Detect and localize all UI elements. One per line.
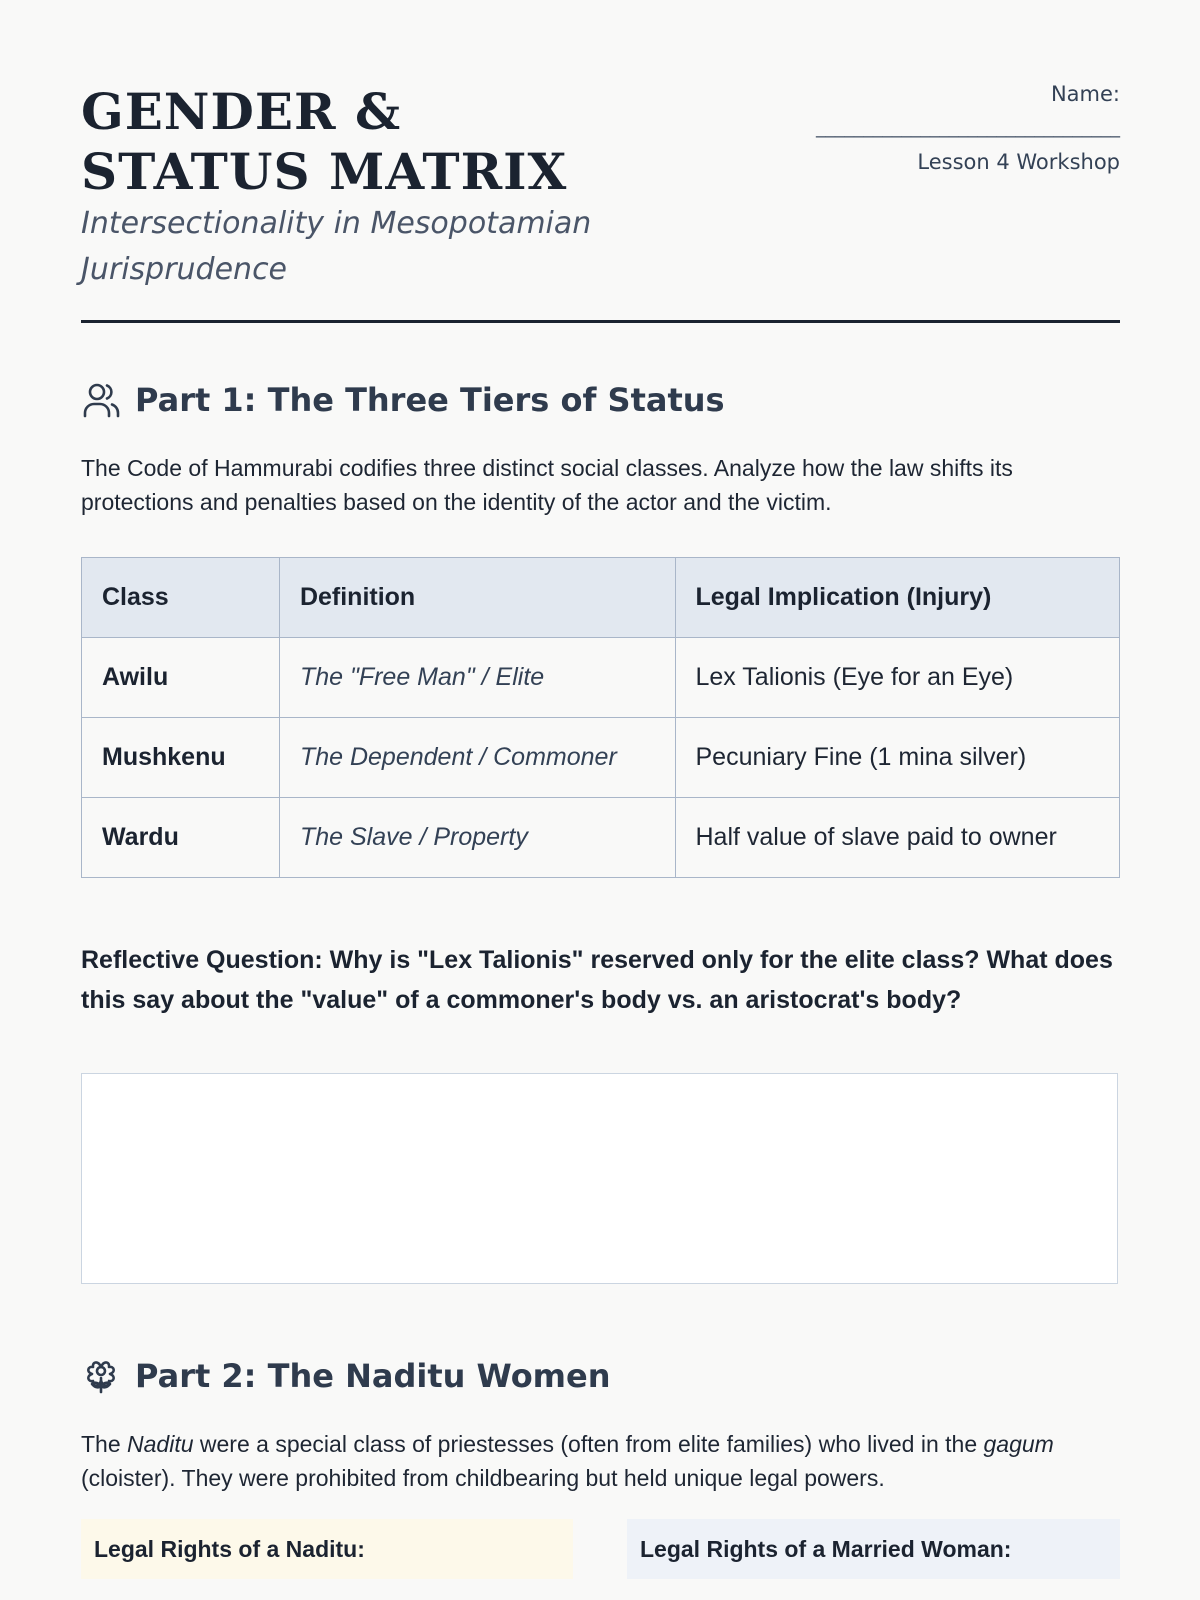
student-meta [816, 80, 1120, 176]
intro-text: were a special class of priestesses (often from elite families) who lived in the [193, 1431, 984, 1457]
class-cell: Awilu [82, 638, 280, 718]
intro-text: The [81, 1431, 128, 1457]
implication-cell: Half value of slave paid to owner [675, 798, 1120, 878]
class-cell: Mushkenu [82, 718, 280, 798]
definition-cell: The Dependent / Commoner [279, 718, 675, 798]
name-field-line[interactable]: ________________________________ [816, 116, 1120, 138]
table-row [82, 718, 1120, 798]
column-header-class: Class [82, 558, 280, 638]
class-cell: Wardu [82, 798, 280, 878]
page-subtitle: Intersectionality in Mesopotamian Jurisprudence [81, 206, 592, 287]
answer-box[interactable] [81, 1073, 1118, 1284]
definition-cell: The Slave / Property [279, 798, 675, 878]
part1-title: Part 1: The Three Tiers of Status [135, 381, 725, 419]
table-row [82, 798, 1120, 878]
worksheet-header [81, 0, 1120, 330]
part1-intro: The Code of Hammurabi codifies three distinct social classes. Analyze how the law shifts its protections and penalties based on the identity of the actor and the victim. [81, 455, 1013, 515]
users-icon [81, 380, 121, 420]
gagum-term: gagum [983, 1431, 1054, 1457]
name-label: Name: [1050, 82, 1120, 106]
implication-cell: Lex Talionis (Eye for an Eye) [675, 638, 1120, 718]
naditu-term: Naditu [127, 1431, 194, 1457]
column-header-definition: Definition [279, 558, 675, 638]
part2-title: Part 2: The Naditu Women [135, 1357, 611, 1395]
worksheet-page [81, 0, 1120, 1562]
table-header-row [82, 558, 1120, 638]
flower-icon [81, 1356, 121, 1396]
reflective-question: Reflective Question: Why is "Lex Talionis" reserved only for the elite class? What does this say about the "value" of a commoner's body vs. an aristocrat's body? [81, 946, 1113, 1014]
implication-cell: Pecuniary Fine (1 mina silver) [675, 718, 1120, 798]
naditu-rights-heading: Legal Rights of a Naditu: [81, 1519, 573, 1579]
column-header-implication: Legal Implication (Injury) [675, 558, 1120, 638]
part2-intro [81, 1427, 1120, 1495]
status-table [81, 557, 1120, 878]
married-rights-heading: Legal Rights of a Married Woman: [627, 1519, 1120, 1579]
part2-heading [81, 1356, 611, 1396]
definition-cell: The "Free Man" / Elite [279, 638, 675, 718]
page-title: GENDER & STATUS MATRIX [81, 82, 568, 201]
intro-text: (cloister). They were prohibited from childbearing but held unique legal powers. [81, 1465, 885, 1491]
header-divider [81, 320, 1120, 323]
lesson-label: Lesson 4 Workshop [917, 150, 1120, 174]
table-row [82, 638, 1120, 718]
part1-heading [81, 380, 725, 420]
